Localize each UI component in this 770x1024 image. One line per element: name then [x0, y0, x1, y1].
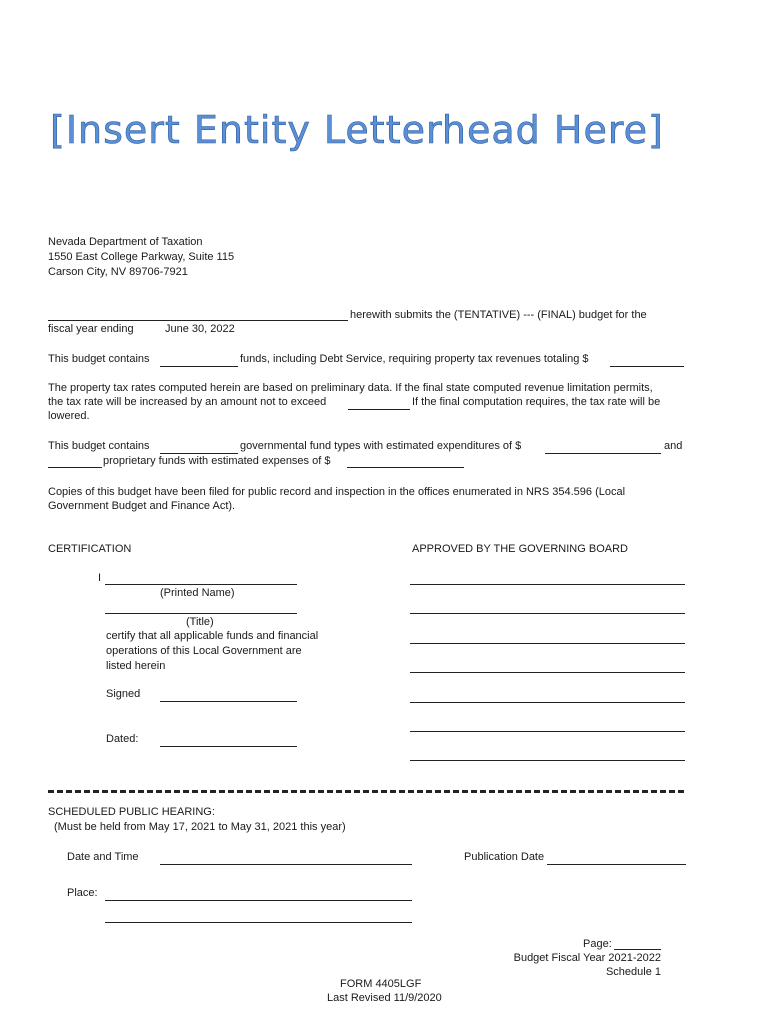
board-signature-line-2[interactable]	[410, 613, 685, 614]
tax-rate-line2a: the tax rate will be increased by an amount not to exceed	[48, 396, 327, 408]
tax-rate-increase-field[interactable]	[348, 409, 410, 410]
place-label: Place:	[67, 887, 98, 899]
budget-fiscal-year: Budget Fiscal Year 2021-2022	[513, 952, 661, 964]
address-line3: Carson City, NV 89706-7921	[48, 266, 188, 278]
date-time-field[interactable]	[160, 864, 412, 865]
entity-name-field[interactable]	[48, 320, 348, 321]
address-line1: Nevada Department of Taxation	[48, 236, 203, 248]
page-number-field[interactable]	[614, 949, 661, 950]
public-hearing-note: (Must be held from May 17, 2021 to May 31, 2021 this year)	[54, 821, 346, 833]
certify-line3: listed herein	[106, 660, 166, 672]
page-label: Page:	[583, 938, 612, 950]
funds-count-field[interactable]	[160, 366, 238, 367]
form-number: FORM 4405LGF	[340, 978, 422, 990]
date-time-label: Date and Time	[67, 851, 139, 863]
governmental-fund-count-field[interactable]	[160, 453, 238, 454]
certification-heading: CERTIFICATION	[48, 543, 132, 555]
budget2-contains-label: This budget contains	[48, 440, 150, 452]
board-signature-line-6[interactable]	[410, 731, 685, 732]
board-signature-line-5[interactable]	[410, 702, 685, 703]
address-line2: 1550 East College Parkway, Suite 115	[48, 251, 235, 263]
fiscal-year-date: June 30, 2022	[165, 323, 235, 335]
governmental-fund-text: governmental fund types with estimated expenditures of $	[240, 440, 522, 452]
publication-date-label: Publication Date	[464, 851, 545, 863]
tax-rate-line1: The property tax rates computed herein are based on preliminary data. If the final state computed revenue limitation permits,	[48, 382, 653, 394]
board-signature-line-7[interactable]	[410, 760, 685, 761]
board-signature-line-4[interactable]	[410, 672, 685, 673]
proprietary-fund-count-field[interactable]	[48, 467, 102, 468]
proprietary-funds-text: proprietary funds with estimated expenses of $	[103, 455, 331, 467]
printed-name-caption: (Printed Name)	[160, 587, 235, 599]
funds-debt-service-text: funds, including Debt Service, requiring property tax revenues totaling $	[240, 353, 589, 365]
schedule-label: Schedule 1	[605, 966, 661, 978]
and-text: and	[664, 440, 683, 452]
board-signature-line-3[interactable]	[410, 643, 685, 644]
copies-line2: Government Budget and Finance Act).	[48, 500, 236, 512]
dated-label: Dated:	[106, 733, 139, 745]
proprietary-expenses-field[interactable]	[347, 467, 464, 468]
place-field-line1[interactable]	[105, 900, 412, 901]
certify-line1: certify that all applicable funds and financial	[106, 630, 319, 642]
budget-contains-label: This budget contains	[48, 353, 150, 365]
dated-field[interactable]	[160, 746, 297, 747]
fiscal-year-label: fiscal year ending	[48, 323, 134, 335]
public-hearing-heading: SCHEDULED PUBLIC HEARING:	[48, 806, 215, 818]
copies-line1: Copies of this budget have been filed for public record and inspection in the offices enumerated in NRS 354.596 (Local	[48, 486, 626, 498]
section-divider	[48, 790, 684, 793]
last-revised: Last Revised 11/9/2020	[327, 992, 442, 1004]
approved-heading: APPROVED BY THE GOVERNING BOARD	[412, 543, 628, 555]
submits-text: herewith submits the (TENTATIVE) --- (FINAL) budget for the	[350, 309, 647, 321]
expenditures-field[interactable]	[545, 453, 661, 454]
letterhead-placeholder: [Insert Entity Letterhead Here]	[50, 108, 664, 152]
signed-field[interactable]	[160, 701, 297, 702]
publication-date-field[interactable]	[547, 864, 686, 865]
certification-i: I	[98, 572, 102, 584]
property-tax-total-field[interactable]	[610, 366, 684, 367]
board-signature-line-1[interactable]	[410, 584, 685, 585]
signed-label: Signed	[106, 688, 141, 700]
printed-name-field[interactable]	[105, 584, 297, 585]
tax-rate-line2b: If the final computation requires, the tax rate will be	[412, 396, 661, 408]
place-field-line2[interactable]	[105, 922, 412, 923]
certify-line2: operations of this Local Government are	[106, 645, 302, 657]
tax-rate-line3: lowered.	[48, 410, 90, 422]
title-caption: (Title)	[186, 616, 214, 628]
title-field[interactable]	[105, 613, 297, 614]
